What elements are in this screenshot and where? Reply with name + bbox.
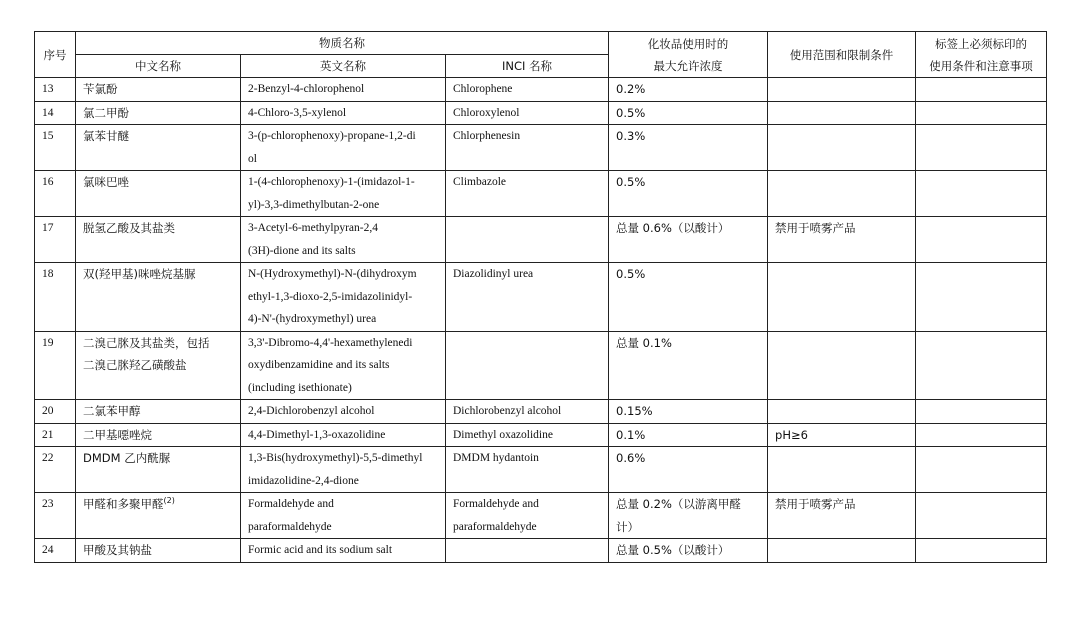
cell-inci-name bbox=[446, 217, 609, 263]
cell-chinese-name-text: 苄氯酚 bbox=[83, 82, 118, 96]
cell-english-name-text: Formaldehyde and paraformaldehyde bbox=[248, 498, 334, 533]
cell-number bbox=[35, 217, 76, 263]
cell-number bbox=[35, 447, 76, 493]
cell-english-name-text: 1-(4-chlorophenoxy)-1-(imidazol-1- yl)-3,3-dimethylbutan-2-one bbox=[248, 176, 415, 211]
cell-chinese-name bbox=[76, 331, 241, 400]
cell-number bbox=[35, 263, 76, 332]
header-scope-limits: 使用范围和限制条件 bbox=[768, 32, 916, 78]
cell-number bbox=[35, 78, 76, 102]
cell-chinese-name bbox=[76, 493, 241, 539]
cell-english-name-text: N-(Hydroxymethyl)-N-(dihydroxym ethyl-1,3-dioxo-2,5-imidazolinidyl- 4)-N'-(hydroxymethyl) urea bbox=[248, 268, 417, 325]
cell-max-concentration bbox=[609, 125, 768, 171]
cell-chinese-name-text: 氯苯甘醚 bbox=[83, 129, 129, 143]
header-chinese-name: 中文名称 bbox=[76, 55, 241, 78]
cell-max-concentration bbox=[609, 423, 768, 447]
header-no: 序号 bbox=[35, 32, 76, 78]
cell-scope-limits bbox=[768, 125, 916, 171]
cell-inci-name bbox=[446, 400, 609, 424]
cell-scope-limits-text: 禁用于喷雾产品 bbox=[775, 221, 856, 235]
table-row bbox=[35, 447, 1047, 493]
cell-number-text: 24 bbox=[42, 544, 54, 556]
cell-label-warnings bbox=[916, 125, 1047, 171]
cell-english-name bbox=[241, 125, 446, 171]
cell-english-name-text: 2,4-Dichlorobenzyl alcohol bbox=[248, 405, 375, 417]
ingredient-table bbox=[34, 31, 1047, 563]
cell-scope-limits bbox=[768, 263, 916, 332]
cell-english-name bbox=[241, 263, 446, 332]
cell-english-name-text: 3,3'-Dibromo-4,4'-hexamethylenedi oxydibenzamidine and its salts (including isethionate) bbox=[248, 336, 413, 394]
cell-number bbox=[35, 539, 76, 563]
cell-inci-name bbox=[446, 171, 609, 217]
cell-inci-name bbox=[446, 78, 609, 102]
cell-chinese-name bbox=[76, 125, 241, 171]
cell-english-name bbox=[241, 217, 446, 263]
cell-label-warnings bbox=[916, 447, 1047, 493]
cell-chinese-name-text: 甲酸及其钠盐 bbox=[83, 543, 152, 557]
cell-english-name bbox=[241, 447, 446, 493]
table-row bbox=[35, 539, 1047, 563]
cell-chinese-name bbox=[76, 217, 241, 263]
cell-inci-name bbox=[446, 125, 609, 171]
cell-inci-name-text: Formaldehyde and paraformaldehyde bbox=[453, 498, 539, 533]
cell-english-name bbox=[241, 78, 446, 102]
cell-number bbox=[35, 101, 76, 125]
cell-english-name bbox=[241, 400, 446, 424]
cell-chinese-name bbox=[76, 78, 241, 102]
cell-label-warnings bbox=[916, 217, 1047, 263]
cell-inci-name-text: Climbazole bbox=[453, 176, 507, 188]
cell-label-warnings bbox=[916, 78, 1047, 102]
cell-number-text: 22 bbox=[42, 452, 54, 464]
cell-chinese-name-text: 脱氢乙酸及其盐类 bbox=[83, 221, 175, 235]
cell-label-warnings bbox=[916, 171, 1047, 217]
cell-inci-name bbox=[446, 423, 609, 447]
cell-scope-limits bbox=[768, 400, 916, 424]
cell-chinese-name bbox=[76, 539, 241, 563]
cell-chinese-name-text: 二溴己脒及其盐类，包括 二溴己脒羟乙磺酸盐 bbox=[83, 335, 210, 372]
cell-english-name-text: 1,3-Bis(hydroxymethyl)-5,5-dimethyl imidazolidine-2,4-dione bbox=[248, 452, 423, 487]
cell-chinese-name bbox=[76, 101, 241, 125]
cell-scope-limits bbox=[768, 493, 916, 539]
table-row bbox=[35, 217, 1047, 263]
cell-inci-name bbox=[446, 101, 609, 125]
cell-inci-name-text: Chloroxylenol bbox=[453, 106, 520, 119]
cell-label-warnings bbox=[916, 263, 1047, 332]
cell-number bbox=[35, 171, 76, 217]
cell-max-concentration-text: 0.3% bbox=[616, 129, 646, 143]
cell-scope-limits bbox=[768, 101, 916, 125]
cell-english-name-text: 3-Acetyl-6-methylpyran-2,4 (3H)-dione and its salts bbox=[248, 222, 378, 257]
cell-english-name bbox=[241, 331, 446, 400]
cell-label-warnings bbox=[916, 493, 1047, 539]
cell-max-concentration-text: 总量 0.5%（以酸计） bbox=[616, 543, 730, 557]
cell-scope-limits bbox=[768, 171, 916, 217]
cell-inci-name bbox=[446, 263, 609, 332]
table-row bbox=[35, 423, 1047, 447]
table-row bbox=[35, 331, 1047, 400]
cell-scope-limits bbox=[768, 78, 916, 102]
cell-max-concentration-text: 0.6% bbox=[616, 451, 646, 465]
table-row bbox=[35, 400, 1047, 424]
cell-max-concentration bbox=[609, 447, 768, 493]
cell-english-name-text: 2-Benzyl-4-chlorophenol bbox=[248, 83, 365, 95]
cell-chinese-name bbox=[76, 171, 241, 217]
cell-inci-name-text: DMDM hydantoin bbox=[453, 452, 539, 464]
cell-number bbox=[35, 400, 76, 424]
cell-max-concentration bbox=[609, 493, 768, 539]
cell-scope-limits-text: 禁用于喷雾产品 bbox=[775, 497, 856, 511]
cell-english-name-text: 3-(p-chlorophenoxy)-propane-1,2-di ol bbox=[248, 130, 416, 165]
cell-label-warnings bbox=[916, 400, 1047, 424]
cell-label-warnings bbox=[916, 423, 1047, 447]
cell-scope-limits bbox=[768, 539, 916, 563]
cell-max-concentration bbox=[609, 331, 768, 400]
cell-chinese-name-text: 甲醛和多聚甲醛 bbox=[83, 497, 164, 511]
cell-chinese-name bbox=[76, 447, 241, 493]
cell-english-name-text: 4,4-Dimethyl-1,3-oxazolidine bbox=[248, 428, 386, 441]
cell-label-warnings bbox=[916, 539, 1047, 563]
cell-number-text: 16 bbox=[42, 176, 54, 188]
cell-max-concentration-text: 0.5% bbox=[616, 105, 646, 120]
cell-chinese-name bbox=[76, 263, 241, 332]
cell-inci-name-text: Diazolidinyl urea bbox=[453, 268, 534, 280]
header-english-name: 英文名称 bbox=[241, 55, 446, 78]
table-row bbox=[35, 78, 1047, 102]
cell-scope-limits-text: pH≥6 bbox=[775, 427, 808, 442]
cell-number-text: 14 bbox=[42, 106, 54, 119]
cell-number-text: 13 bbox=[42, 83, 54, 95]
cell-number bbox=[35, 423, 76, 447]
cell-max-concentration-text: 总量 0.2%（以游离甲醛 计） bbox=[616, 497, 741, 534]
cell-chinese-name-text: 氯咪巴唑 bbox=[83, 175, 129, 189]
cell-max-concentration-text: 0.15% bbox=[616, 404, 653, 418]
cell-max-concentration bbox=[609, 171, 768, 217]
table-row bbox=[35, 171, 1047, 217]
cell-scope-limits bbox=[768, 331, 916, 400]
cell-english-name bbox=[241, 539, 446, 563]
cell-number bbox=[35, 493, 76, 539]
cell-inci-name bbox=[446, 331, 609, 400]
cell-number bbox=[35, 125, 76, 171]
cell-english-name-text: 4-Chloro-3,5-xylenol bbox=[248, 106, 347, 119]
cell-number-text: 17 bbox=[42, 222, 54, 234]
cell-max-concentration-text: 总量 0.6%（以酸计） bbox=[616, 221, 730, 235]
cell-max-concentration-text: 0.1% bbox=[616, 427, 646, 442]
cell-max-concentration bbox=[609, 539, 768, 563]
cell-number-text: 23 bbox=[42, 498, 54, 510]
cell-chinese-name bbox=[76, 423, 241, 447]
cell-chinese-name bbox=[76, 400, 241, 424]
cell-scope-limits bbox=[768, 447, 916, 493]
cell-english-name bbox=[241, 171, 446, 217]
cell-chinese-name-text: 二氯苯甲醇 bbox=[83, 404, 141, 418]
cell-number-text: 21 bbox=[42, 428, 54, 441]
cell-chinese-name-text: 氯二甲酚 bbox=[83, 105, 129, 120]
cell-inci-name bbox=[446, 447, 609, 493]
cell-max-concentration bbox=[609, 101, 768, 125]
cell-label-warnings bbox=[916, 101, 1047, 125]
cell-english-name bbox=[241, 493, 446, 539]
cell-number-text: 20 bbox=[42, 405, 54, 417]
cell-number-text: 18 bbox=[42, 268, 54, 280]
table-row bbox=[35, 101, 1047, 125]
cell-inci-name-text: Chlorophene bbox=[453, 83, 513, 95]
cell-chinese-name-text: 双(羟甲基)咪唑烷基脲 bbox=[83, 267, 196, 281]
cell-max-concentration bbox=[609, 217, 768, 263]
cell-chinese-name-text: DMDM 乙内酰脲 bbox=[83, 451, 171, 465]
cell-english-name-text: Formic acid and its sodium salt bbox=[248, 544, 393, 556]
cell-inci-name bbox=[446, 539, 609, 563]
cell-scope-limits bbox=[768, 423, 916, 447]
cell-scope-limits bbox=[768, 217, 916, 263]
cell-english-name bbox=[241, 423, 446, 447]
cell-max-concentration bbox=[609, 400, 768, 424]
cell-max-concentration-text: 0.2% bbox=[616, 82, 646, 96]
cell-inci-name-text: Chlorphenesin bbox=[453, 130, 521, 142]
cell-inci-name-text: Dichlorobenzyl alcohol bbox=[453, 405, 562, 417]
table-row bbox=[35, 493, 1047, 539]
cell-inci-name-text: Dimethyl oxazolidine bbox=[453, 428, 553, 441]
cell-max-concentration-text: 总量 0.1% bbox=[616, 335, 672, 350]
header-label-warnings: 标签上必须标印的 使用条件和注意事项 bbox=[916, 32, 1047, 78]
cell-english-name bbox=[241, 101, 446, 125]
cell-chinese-name-text: 二甲基噁唑烷 bbox=[83, 427, 152, 442]
header-substance-name: 物质名称 bbox=[76, 32, 609, 55]
cell-label-warnings bbox=[916, 331, 1047, 400]
cell-max-concentration bbox=[609, 263, 768, 332]
cell-max-concentration bbox=[609, 78, 768, 102]
table-row bbox=[35, 263, 1047, 332]
footnote-marker: (2) bbox=[163, 496, 175, 506]
cell-number-text: 19 bbox=[42, 336, 54, 349]
table-row bbox=[35, 125, 1047, 171]
cell-inci-name bbox=[446, 493, 609, 539]
cell-max-concentration-text: 0.5% bbox=[616, 175, 646, 189]
cell-max-concentration-text: 0.5% bbox=[616, 267, 646, 281]
header-max-concentration: 化妆品使用时的 最大允许浓度 bbox=[609, 32, 768, 78]
cell-number bbox=[35, 331, 76, 400]
header-inci-name: INCI 名称 bbox=[446, 55, 609, 78]
cell-number-text: 15 bbox=[42, 130, 54, 142]
